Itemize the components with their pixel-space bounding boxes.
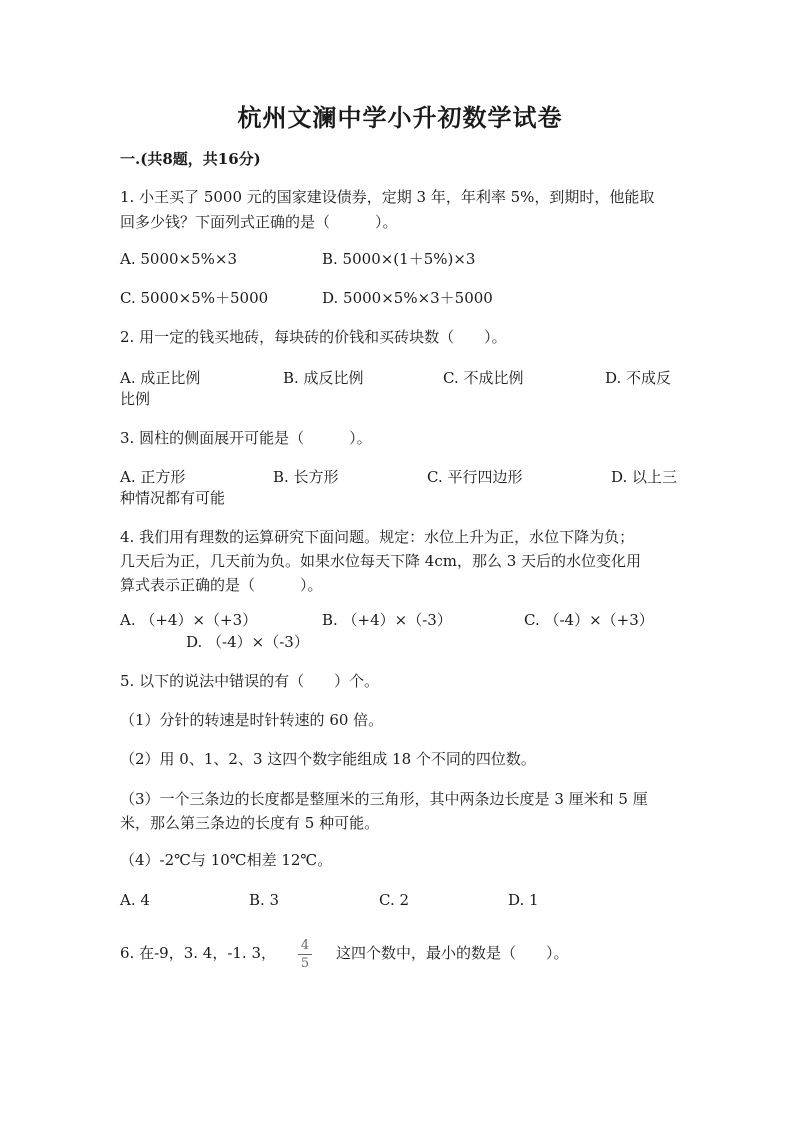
q4-stem-line3: 算式表示正确的是（ ）。 <box>120 576 323 594</box>
q2-option-a: A. 成正比例 <box>120 369 201 387</box>
q4-option-d: D. （-4）×（-3） <box>186 633 309 651</box>
q5-option-c: C. 2 <box>379 891 410 909</box>
q6-fraction-bar <box>298 954 312 955</box>
q3-option-d: D. 以上三 <box>611 468 678 486</box>
exam-title: 杭州文澜中学小升初数学试卷 <box>237 103 563 132</box>
q6-fraction <box>298 938 312 971</box>
q5-option-b: B. 3 <box>249 891 280 909</box>
q5-option-d: D. 1 <box>508 891 539 909</box>
q2-option-c: C. 不成比例 <box>443 369 524 387</box>
q5-statement-3-line2: 米，那么第三条边的长度有 5 种可能。 <box>120 814 380 832</box>
q1-option-d: D. 5000×5%×3＋5000 <box>322 289 493 307</box>
q4-stem-line1: 4. 我们用有理数的运算研究下面问题。规定：水位上升为正，水位下降为负； <box>120 528 635 546</box>
q5-statement-2: （2）用 0、1、2、3 这四个数字能组成 18 个不同的四位数。 <box>120 750 536 768</box>
q2-option-d-cont: 比例 <box>120 390 151 408</box>
q3-option-c: C. 平行四边形 <box>427 468 523 486</box>
q5-statement-3-line1: （3）一个三条边的长度都是整厘米的三角形，其中两条边长度是 3 厘米和 5 厘 <box>120 790 648 808</box>
q5-statement-1: （1）分针的转速是时针转速的 60 倍。 <box>120 711 384 729</box>
q1-option-c: C. 5000×5%＋5000 <box>120 289 269 307</box>
q4-option-c: C. （-4）×（+3） <box>524 611 654 629</box>
q4-option-b: B. （+4）×（-3） <box>322 611 452 629</box>
q1-stem-line2: 回多少钱？下面列式正确的是（ ）。 <box>120 213 398 231</box>
q6-fraction-denominator: 5 <box>300 956 310 971</box>
q2-stem: 2. 用一定的钱买地砖，每块砖的价钱和买砖块数（ ）。 <box>120 328 507 346</box>
q1-stem-line1: 1. 小王买了 5000 元的国家建设债券，定期 3 年，年利率 5%，到期时，他能取 <box>120 188 655 206</box>
q5-statement-4: （4）-2℃与 10℃相差 12℃。 <box>120 851 333 869</box>
q3-option-a: A. 正方形 <box>120 468 186 486</box>
q5-stem: 5. 以下的说法中错误的有（ ）个。 <box>120 672 380 690</box>
q5-option-a: A. 4 <box>120 891 150 909</box>
q2-option-d: D. 不成反 <box>605 369 672 387</box>
q6-stem-start: 6. 在-9，3. 4，-1. 3， <box>120 944 277 962</box>
q4-option-a: A. （+4）×（+3） <box>120 611 258 629</box>
q1-option-b: B. 5000×(1＋5%)×3 <box>322 250 476 268</box>
q1-option-a: A. 5000×5%×3 <box>120 250 238 268</box>
q6-fraction-numerator: 4 <box>300 938 310 953</box>
q3-option-b: B. 长方形 <box>273 468 339 486</box>
q3-stem: 3. 圆柱的侧面展开可能是（ ）。 <box>120 429 372 447</box>
q6-stem-end: 这四个数中，最小的数是（ ）。 <box>336 944 569 962</box>
q2-option-b: B. 成反比例 <box>283 369 364 387</box>
section-heading: 一.(共8题，共16分) <box>120 150 261 168</box>
q4-stem-line2: 几天后为正，几天前为负。如果水位每天下降 4cm，那么 3 天后的水位变化用 <box>120 552 642 570</box>
q3-option-d-cont: 种情况都有可能 <box>120 489 226 507</box>
